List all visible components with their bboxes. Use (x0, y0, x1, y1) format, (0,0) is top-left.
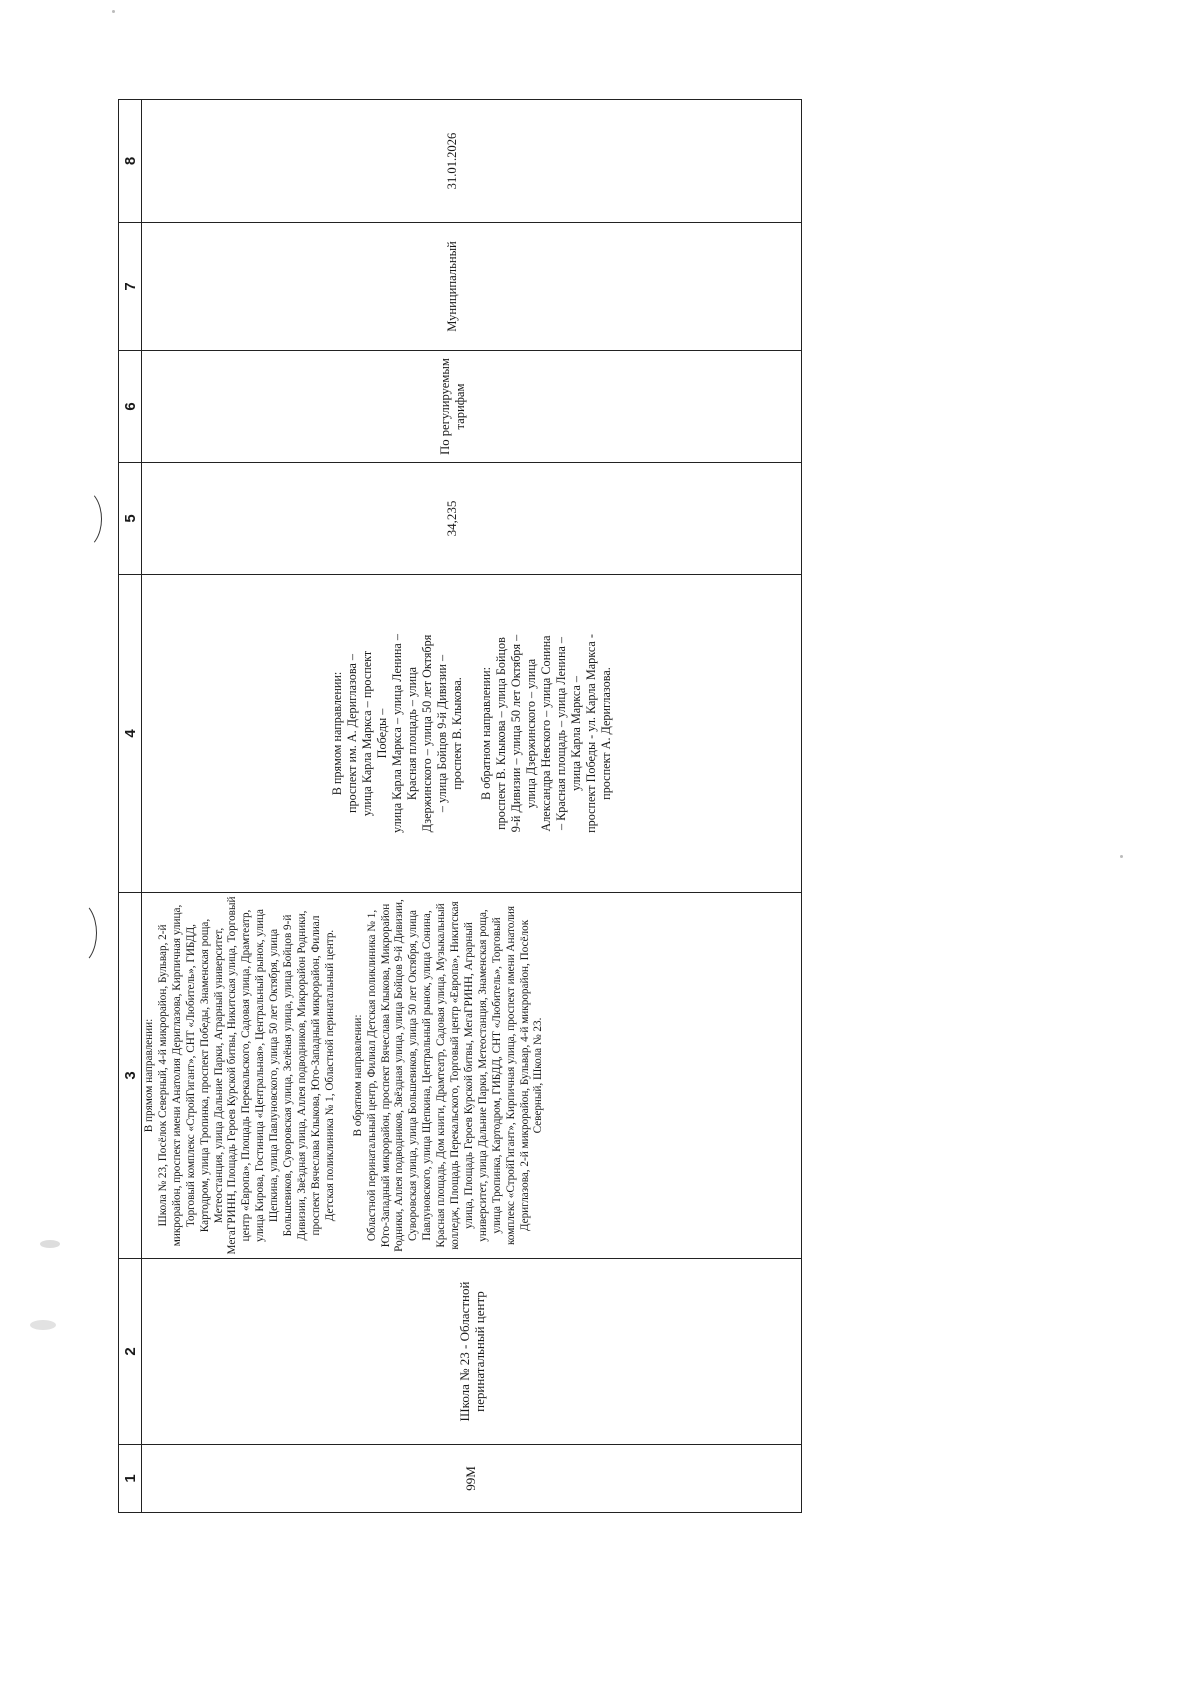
length-cell (142, 463, 802, 575)
streets-forward-line: улица Карла Маркса – проспект (359, 650, 374, 817)
scan-speck (112, 10, 115, 13)
route-length: 34,235 (444, 500, 460, 537)
route-table-container (118, 100, 802, 1513)
stops-backward-title: В обратном направлении: (351, 1014, 364, 1137)
column-header-4: 4 (119, 575, 142, 893)
streets-forward-line: Дзержинского – улица 50 лет Октября (419, 634, 434, 833)
streets-backward-line: проспект А. Дериглазова. (598, 667, 613, 800)
column-header-3: 3 (119, 893, 142, 1259)
route-type: Муниципальный (445, 241, 460, 332)
date-cell (142, 100, 802, 223)
streets-forward-line: проспект им. А. Дериглазова – (344, 653, 359, 814)
table-row (142, 100, 802, 1513)
column-header-5: 5 (119, 463, 142, 575)
scan-speck (1120, 855, 1123, 858)
route-name: Школа № 23 - Областной перинатальный центр (456, 1281, 487, 1422)
stops-backward-text: Областной перинатальный центр, Филиал Детская поликлиника № 1, Юго-Западный микрорайон, проспект Вячеслава Клыкова, Микрорайон Родники, Аллея подводников, Звёздная улица, улица Бойцов 9-й Дивизии, Суворовская улица, улица Большевиков, улица 50 лет Октября, улица Павлуновского, улица Щепкина, Центральный рынок, улица Сонина, Красная площадь, Дом книги, Драмтеатр, Садовая улица, Музыкальный колледж, Площадь Перекальского, Торговый центр «Европа», Никитская улица, Площадь Героев Курской битвы, МегаГРИНН, Аграрный университет, улица Дальние Парки, Метеостанция, Знаменская роща, улица Тропинка, Картодром, ГИБДД, СНТ «Любитель», Торговый комплекс «СтройГигант», Кирпичная улица, проспект имени Анатолия Дериглазова, 2-й микрорайон, Бульвар, 4-й микрорайон, Посёлок Северный, Школа № 23. (365, 899, 545, 1252)
route-number: 99М (463, 1466, 479, 1491)
route-number-cell (142, 1445, 802, 1513)
streets-cell (142, 575, 802, 893)
scan-artifact-mark (55, 900, 97, 966)
stops-forward-text: Школа № 23, Посёлок Северный, 4-й микрорайон, Бульвар, 2-й микрорайон, проспект имени Анатолия Дериглазова, Кирпичная улица, Торговый комплекс «СтройГигант», СНТ «Любитель», ГИБДД, Картодром, улица Тропинка, проспект Победы, Знаменская роща, Метеостанция, улица Дальние Парки, Аграрный университет, МегаГРИНН, Площадь Героев Курской битвы, Никитская улица, Торговый центр «Европа», Площадь Перекальского, Садовая улица, Драмтеатр, улица Кирова, Гостиница «Центральная», Центральный рынок, улица Щепкина, улица Павлуновского, улица 50 лет Октября, улица Большевиков, Суворовская улица, Зелёная улица, улица Бойцов 9-й Дивизии, Звёздная улица, Аллея подводников, Микрорайон Родники, проспект Вячеслава Клыкова, Юго-Западный микрорайон, Филиал Детская поликлиника № 1, Областной перинатальный центр. (156, 896, 336, 1255)
streets-backward-line: Александра Невского – улица Сонина (538, 635, 553, 832)
streets-backward-title: В обратном направлении: (478, 667, 493, 800)
column-header-6: 6 (119, 351, 142, 463)
scan-speck (30, 1320, 56, 1330)
streets-forward-line: – улица Бойцов 9-й Дивизии – (434, 654, 449, 813)
stops-content (142, 893, 548, 1258)
route-type-cell (142, 223, 802, 351)
streets-backward-line: – Красная площадь – улица Ленина – (553, 636, 568, 831)
tariff-type: По регулируемым тарифам (437, 358, 467, 455)
scan-artifact-mark (60, 488, 102, 550)
tariff-cell (142, 351, 802, 463)
streets-backward-line: улица Дзержинского – улица (523, 658, 538, 809)
streets-backward-line: улица Карла Маркса – (568, 675, 583, 792)
route-name-cell (142, 1259, 802, 1445)
streets-forward-line: Победы – (374, 708, 389, 759)
streets-forward-line: Красная площадь – улица (404, 666, 419, 801)
scan-speck (40, 1240, 60, 1248)
streets-forward-title: В прямом направлении: (329, 671, 344, 796)
column-header-8: 8 (119, 100, 142, 223)
streets-content (330, 575, 614, 892)
header-row (119, 100, 142, 1513)
route-date: 31.01.2026 (445, 132, 460, 190)
stops-cell (142, 893, 802, 1259)
column-header-2: 2 (119, 1259, 142, 1445)
route-table (118, 99, 802, 1513)
column-header-1: 1 (119, 1445, 142, 1513)
streets-backward-line: проспект В. Клыкова – улица Бойцов (493, 637, 508, 830)
column-header-7: 7 (119, 223, 142, 351)
streets-forward-line: проспект В. Клыкова. (449, 677, 464, 790)
streets-backward-line: 9-й Дивизии – улица 50 лет Октября – (508, 634, 523, 833)
streets-forward-line: улица Карла Маркса – улица Ленина – (389, 634, 404, 833)
stops-forward-title: В прямом направлении: (143, 1018, 155, 1133)
streets-backward-line: проспект Победы - ул. Карла Маркса - (583, 634, 598, 833)
